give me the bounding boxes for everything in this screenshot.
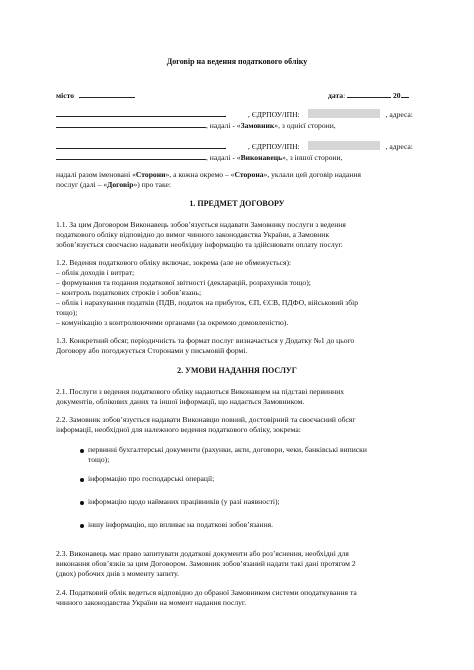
place-row <box>56 89 135 101</box>
document-title: Договір на ведення податкового обліку <box>166 57 308 66</box>
preamble-line2: послуг (далі – «Договір») про таке: <box>56 180 172 189</box>
p23-line2: виконання обов’язків за цим Договором. Замовник зобов’язаний надати такі дані протягом 2 <box>56 559 356 568</box>
party2-line2: , надалі - «Виконавець», з іншої сторони, <box>56 151 342 163</box>
party1-line1: , ЄДРПОУ/ІПН: , адреса: <box>56 108 413 120</box>
p13-line1: 1.3. Конкретний обсяг, періодичність та формат послуг визначається у Додатку №1 до цього <box>56 336 355 345</box>
party2-name-field[interactable] <box>56 140 226 149</box>
p22-line1: 2.2. Замовник зобов’язується надавати Виконавцю повний, достовірний та своєчасний обсяг <box>56 415 356 424</box>
bullet-text: первинні бухгалтерські документи (рахунки, акти, договори, чеки, банківські виписки <box>88 445 367 454</box>
p23-line1: 2.3. Виконавець має право запитувати додаткові документи або роз’яснення, необхідні для <box>56 549 349 558</box>
party2-edrpou-field[interactable] <box>308 141 380 150</box>
bullet-icon <box>80 524 84 528</box>
bullet-text: інформацію щодо найманих працівників (у разі наявності); <box>88 497 280 506</box>
bullet-icon <box>80 501 84 505</box>
p22-line2: інформації, необхідної для належного ведення податкового обліку, зокрема: <box>56 425 301 434</box>
date-year-field[interactable] <box>401 89 409 98</box>
p12-item: – комунікацію з контролюючими органами (за окремою домовленістю). <box>56 318 289 327</box>
bullet-text-cont: тощо); <box>88 455 110 464</box>
p11-line1: 1.1. За цим Договором Виконавець зобов’язується надавати Замовнику послуги з ведення <box>56 220 346 229</box>
p11-line3: зобов’язується своєчасно надавати необхідну інформацію та здійснювати оплату послуг. <box>56 240 343 249</box>
party2-line1: , ЄДРПОУ/ІПН: , адреса: <box>56 140 413 152</box>
party1-address-label: адреса: <box>389 110 413 119</box>
date-row: дата: 20 <box>328 89 409 101</box>
section2-heading: 2. УМОВИ НАДАННЯ ПОСЛУГ <box>177 366 297 375</box>
p21-line1: 2.1. Послуги з ведення податкового обліку надаються Виконавцем на підставі первинних <box>56 387 345 396</box>
party1-role: Замовник <box>240 121 275 130</box>
p24-line2: чинного законодавства України на момент надання послуг. <box>56 598 247 607</box>
p24-line1: 2.4. Податковий облік ведеться відповідно до обраної Замовником системи оподаткування та <box>56 588 357 597</box>
bullet-icon <box>80 449 84 453</box>
p13-line2: Договору або погоджується Сторонами у письмовій формі. <box>56 346 248 355</box>
p12-item: – формування та подання податкової звітності (декларацій, розрахунків тощо); <box>56 278 311 287</box>
place-field[interactable] <box>79 89 135 98</box>
party2-address-field[interactable] <box>56 151 206 160</box>
bullet-text: інформацію про господарські операції; <box>88 474 215 483</box>
p12-item: – контроль податкових строків і зобов’язань; <box>56 288 202 297</box>
p11-line2: податкового обліку відповідно до вимог чинного законодавства України, а Замовник <box>56 230 330 239</box>
date-label: дата <box>328 91 344 100</box>
party1-edrpou-label: ЄДРПОУ/ІПН: <box>251 110 300 119</box>
date-field[interactable] <box>347 89 391 98</box>
p12-item: – облік і нарахування податків (ПДВ, податок на прибуток, ЄП, ЄСВ, ПДФО, військовий збір <box>56 298 359 307</box>
p23-line3: (двох) робочих днів з моменту запиту. <box>56 569 179 578</box>
p21-line2: документів, облікових даних та іншої інформації, що надається Замовником. <box>56 397 305 406</box>
preamble-line1: надалі разом іменовані «Сторони», а кожна окремо – «Сторона», уклали цей договір надання <box>56 170 362 179</box>
party1-name-field[interactable] <box>56 108 226 117</box>
party2-role: Виконавець <box>240 153 283 162</box>
party1-edrpou-field[interactable] <box>308 109 380 118</box>
bullet-text: іншу інформацію, що впливає на податкові зобов’язання. <box>88 520 274 529</box>
party2-address-label: адреса: <box>389 142 413 151</box>
date-year-prefix: 20 <box>392 91 401 100</box>
party1-line2: , надалі - «Замовник», з однієї сторони, <box>56 119 336 131</box>
section1-heading: 1. ПРЕДМЕТ ДОГОВОРУ <box>189 199 285 208</box>
bullet-icon <box>80 478 84 482</box>
p12-item: – облік доходів і витрат; <box>56 268 135 277</box>
p12-intro: 1.2. Ведення податкового обліку включає, зокрема (але не обмежується): <box>56 258 292 267</box>
place-label: місто <box>56 91 75 100</box>
p12-item: тощо); <box>56 308 78 317</box>
party2-edrpou-label: ЄДРПОУ/ІПН: <box>251 142 300 151</box>
party1-address-field[interactable] <box>56 119 206 128</box>
